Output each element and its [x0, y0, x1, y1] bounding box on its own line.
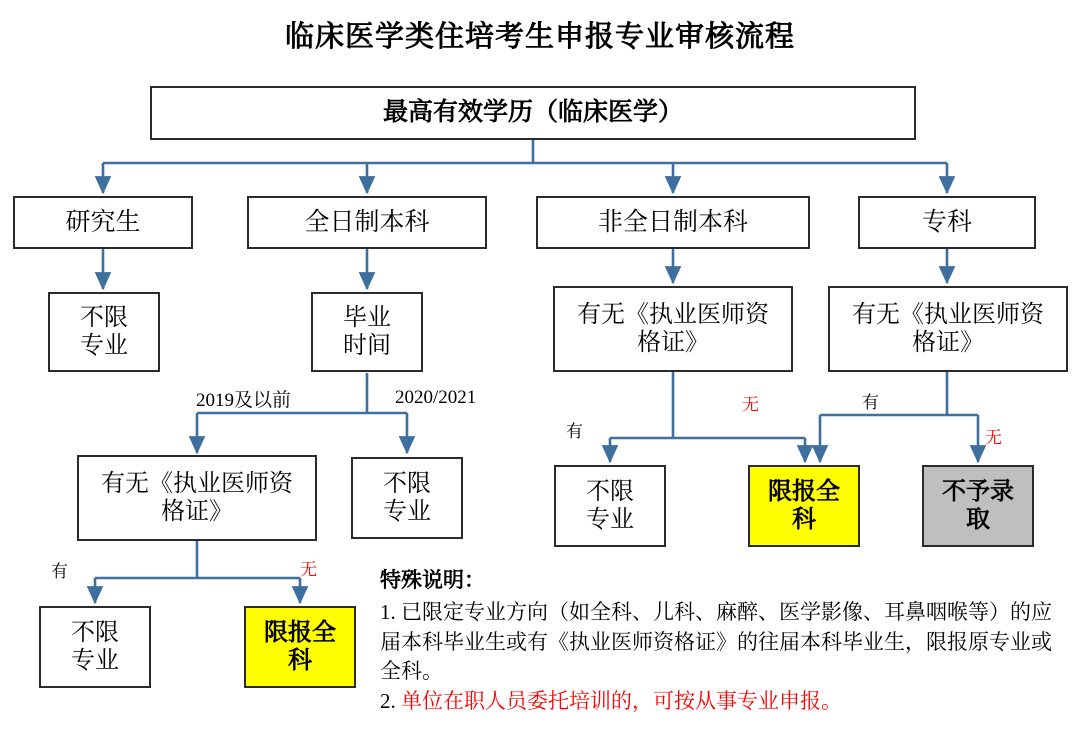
- node-parttime-no-result: [748, 465, 860, 547]
- node-fulltime-cert-label: 有无《执业医师资格证》: [101, 469, 293, 525]
- node-fulltime-cert-no-result: [244, 606, 356, 688]
- notes-item-2: [380, 687, 1070, 717]
- node-parttime-no-result-label: 限报全科: [768, 477, 840, 533]
- node-fulltime-bachelor-label: 全日制本科: [304, 207, 430, 236]
- node-root: [150, 86, 916, 140]
- edge-label-parttime-none: 无: [742, 395, 759, 414]
- node-college: [858, 196, 1036, 249]
- node-college-cert: [828, 286, 1068, 372]
- notes-item-1: 1. 已限定专业方向（如全科、儿科、麻醉、医学影像、耳鼻咽喉等）的应届本科毕业生或有《执业医师资格证》的往届本科毕业生，限报原专业或全科。: [380, 599, 1052, 684]
- node-parttime-yes-result-label: 不限专业: [586, 477, 634, 533]
- node-fulltime-cert: [77, 455, 317, 541]
- node-graduate: [13, 196, 193, 249]
- notes-heading: 特殊说明：: [380, 568, 485, 592]
- edge-label-year-before-2019: 2019及以前: [196, 390, 292, 411]
- edge-label-college-have: 有: [862, 393, 879, 412]
- node-parttime-bachelor-label: 非全日制本科: [597, 207, 748, 236]
- node-fulltime-2020-result: [351, 457, 463, 539]
- node-root-label: 最高有效学历（临床医学）: [382, 98, 683, 127]
- node-graduate-result: [48, 292, 160, 372]
- node-college-label: 专科: [921, 207, 972, 236]
- node-college-no-result: [922, 465, 1034, 547]
- notes-item-2-text: 单位在职人员委托培训的，可按从事专业申报。: [401, 689, 842, 714]
- node-parttime-bachelor: [536, 196, 810, 249]
- edge-label-year-2020-2021: 2020/2021: [395, 387, 477, 408]
- edge-label-fulltime-have: 有: [51, 562, 68, 581]
- node-graduate-label: 研究生: [65, 207, 141, 236]
- node-fulltime-bachelor: [247, 196, 487, 249]
- node-parttime-yes-result: [554, 465, 666, 547]
- node-fulltime-2020-result-label: 不限专业: [383, 469, 431, 525]
- node-graduate-result-label: 不限专业: [80, 303, 128, 359]
- node-fulltime-cert-yes-result: [39, 606, 151, 688]
- node-parttime-cert-label: 有无《执业医师资格证》: [577, 300, 769, 356]
- node-college-cert-label: 有无《执业医师资格证》: [852, 300, 1044, 356]
- edge-label-parttime-have: 有: [566, 422, 583, 441]
- node-parttime-cert: [553, 286, 793, 372]
- node-college-no-result-label: 不予录取: [942, 477, 1014, 533]
- notes-item-2-prefix: 2.: [380, 689, 401, 714]
- node-fulltime-cert-yes-result-label: 不限专业: [71, 618, 119, 674]
- special-notes: [380, 566, 1070, 717]
- edge-label-fulltime-none: 无: [300, 560, 317, 579]
- node-fulltime-cert-no-result-label: 限报全科: [264, 618, 336, 674]
- edge-label-college-none: 无: [985, 428, 1002, 447]
- node-graduation-time-label: 毕业时间: [343, 303, 391, 359]
- node-graduation-time: [311, 292, 423, 372]
- page-title: 临床医学类住培考生申报专业审核流程: [284, 21, 795, 53]
